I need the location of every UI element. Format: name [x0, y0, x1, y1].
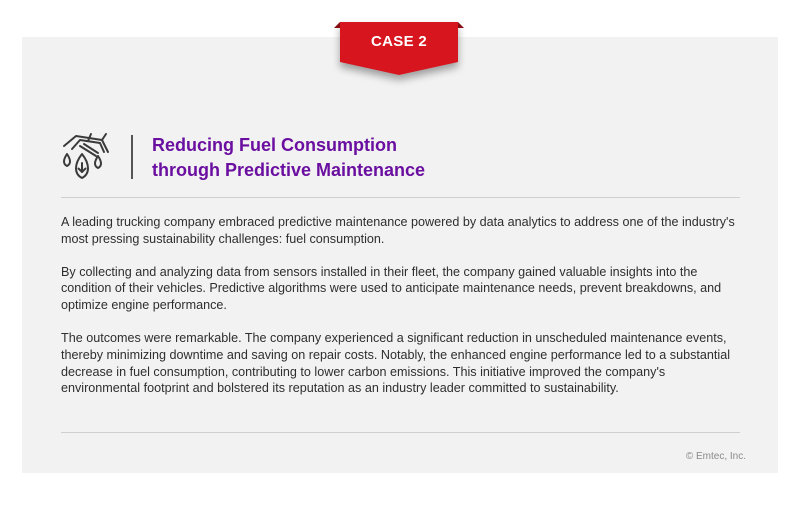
body-paragraph: By collecting and analyzing data from sensors installed in their fleet, the company gained valuable insights into the condition of their vehicles. Predictive algorithms were used to anticipate maintenance needs, prevent breakdowns, and optimize engine performance.: [61, 264, 722, 313]
ribbon-fold-right: [458, 22, 464, 28]
case-title-line2: through Predictive Maintenance: [152, 160, 426, 180]
body-paragraph: The outcomes were remarkable. The company experienced a significant reduction in unscheduled maintenance events, thereby minimizing downtime and saving on repair costs. Notably, the enhanced engine performance led to a substantial decrease in fuel consumption, contributing to lower carbon emissions. This initiative improved the company's environmental footprint and bolstered its reputation as an industry leader committed to sustainability.: [61, 330, 731, 396]
top-rule: [61, 197, 740, 198]
header-divider: [131, 135, 133, 179]
copyright: © Emtec, Inc.: [685, 451, 746, 462]
case-body: [61, 214, 747, 413]
bottom-rule: [61, 432, 740, 433]
case-title: [152, 133, 712, 183]
body-paragraph: A leading trucking company embraced predictive maintenance powered by data analytics to address one of the industry's most pressing sustainability challenges: fuel consumption.: [61, 215, 735, 246]
case-title-line1: Reducing Fuel Consumption: [152, 135, 397, 155]
case-badge-label: CASE 2: [371, 33, 427, 50]
fuel-nozzle-drops-icon: [58, 130, 112, 184]
